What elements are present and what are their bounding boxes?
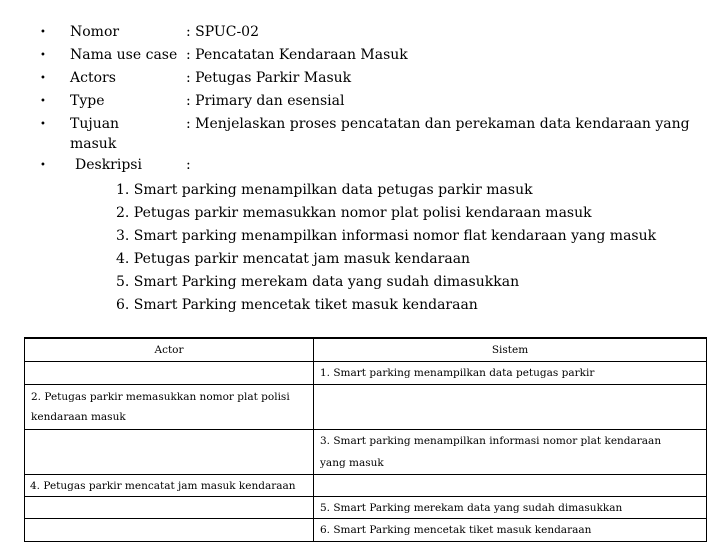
step-item: 1. Smart parking menampilkan data petugas parkir masuk: [116, 182, 533, 198]
system-cell: 1. Smart parking menampilkan data petugas parkir: [314, 362, 707, 385]
table-row: [25, 497, 707, 519]
attr-value: : Menjelaskan proses pencatatan dan perekaman data kendaraan yang: [186, 116, 690, 132]
attr-label: Type: [70, 93, 105, 109]
attr-value: : Petugas Parkir Masuk: [186, 70, 352, 86]
actor-cell-empty: [25, 362, 314, 385]
table-row: [25, 519, 707, 542]
actor-text-line: 2. Petugas parkir memasukkan nomor plat polisi: [31, 391, 290, 403]
bullet-icon: •: [40, 27, 46, 38]
system-cell: [314, 430, 707, 475]
bullet-icon: •: [40, 119, 46, 130]
bullet-icon: •: [40, 96, 46, 107]
attr-value: : SPUC-02: [186, 24, 259, 40]
column-header-system: Sistem: [314, 338, 707, 362]
attr-label: Deskripsi: [75, 157, 142, 173]
table-row: [25, 475, 707, 497]
table-row: [25, 430, 707, 475]
bullet-icon: •: [40, 50, 46, 61]
table-header-row: [25, 338, 707, 362]
attr-value: : Pencatatan Kendaraan Masuk: [186, 47, 408, 63]
system-text-line: yang masuk: [320, 457, 384, 469]
step-item: 4. Petugas parkir mencatat jam masuk kendaraan: [116, 251, 471, 267]
actor-cell: [25, 385, 314, 430]
attr-label: Tujuan: [70, 116, 120, 132]
actor-cell-empty: [25, 519, 314, 542]
step-item: 2. Petugas parkir memasukkan nomor plat polisi kendaraan masuk: [116, 205, 592, 221]
step-item: 3. Smart parking menampilkan informasi nomor flat kendaraan yang masuk: [116, 228, 657, 244]
actor-system-table: [24, 337, 707, 542]
column-header-actor: Actor: [25, 338, 314, 362]
system-cell: 5. Smart Parking merekam data yang sudah dimasukkan: [314, 497, 707, 519]
step-item: 5. Smart Parking merekam data yang sudah dimasukkan: [116, 274, 520, 290]
description-steps: [116, 180, 656, 318]
bullet-icon: •: [40, 160, 46, 171]
system-cell-empty: [314, 385, 707, 430]
attr-label-continued: masuk: [70, 136, 117, 152]
system-cell-empty: [314, 475, 707, 497]
actor-cell: 4. Petugas parkir mencatat jam masuk kendaraan: [25, 475, 314, 497]
system-cell: 6. Smart Parking mencetak tiket masuk kendaraan: [314, 519, 707, 542]
bullet-icon: •: [40, 73, 46, 84]
actor-cell-empty: [25, 430, 314, 475]
table-row: [25, 385, 707, 430]
system-text-line: 3. Smart parking menampilkan informasi nomor plat kendaraan: [320, 435, 662, 447]
actor-cell-empty: [25, 497, 314, 519]
attr-label: Nomor: [70, 24, 120, 40]
attr-label: Nama use case: [70, 47, 178, 63]
attr-value: :: [186, 157, 191, 173]
table-row: [25, 362, 707, 385]
attr-label: Actors: [70, 70, 116, 86]
actor-text-line: kendaraan masuk: [31, 411, 126, 423]
step-item: 6. Smart Parking mencetak tiket masuk kendaraan: [116, 297, 478, 313]
attr-value: : Primary dan esensial: [186, 93, 345, 109]
